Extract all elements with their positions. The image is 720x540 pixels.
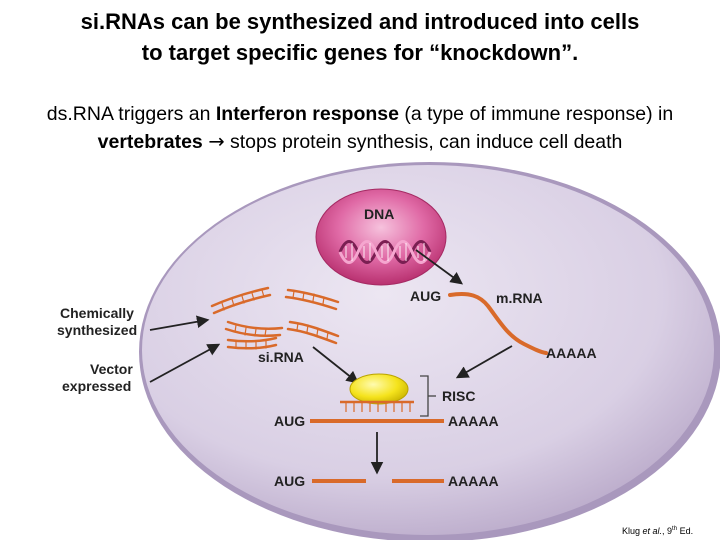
subtitle-text-1: ds.RNA triggers an bbox=[46, 103, 216, 125]
chemically-label: Chemically bbox=[60, 305, 134, 321]
expressed-label: expressed bbox=[62, 378, 132, 394]
citation-etal: et al. bbox=[642, 526, 663, 536]
aug-label-2: AUG bbox=[274, 413, 306, 429]
citation-sep: , 9 bbox=[662, 526, 673, 536]
nucleus bbox=[316, 189, 446, 285]
poly-a-label-2: AAAAA bbox=[448, 413, 499, 429]
citation bbox=[622, 524, 693, 536]
citation-edition: Ed. bbox=[677, 526, 694, 536]
subtitle-text-2: (a type of immune response) in bbox=[399, 103, 674, 125]
sirna-label: si.RNA bbox=[258, 349, 304, 365]
mrna-label: m.RNA bbox=[496, 290, 543, 306]
aug-label-3: AUG bbox=[274, 473, 306, 489]
poly-a-label-1: AAAAA bbox=[546, 345, 597, 361]
title-line-2: to target specific genes for “knockdown”. bbox=[141, 40, 579, 65]
vector-label: Vector bbox=[90, 361, 133, 377]
synthesized-label: synthesized bbox=[57, 322, 138, 338]
risc-protein bbox=[350, 374, 408, 404]
citation-sup: th bbox=[672, 526, 678, 532]
subtitle-interferon: Interferon response bbox=[215, 103, 399, 125]
subtitle-text-3: stops protein synthesis, can induce cell death bbox=[224, 131, 623, 153]
citation-author: Klug bbox=[622, 526, 643, 536]
dna-label: DNA bbox=[364, 206, 395, 222]
title-line-1: si.RNAs can be synthesized and introduced into cells bbox=[80, 9, 640, 34]
risc-label: RISC bbox=[442, 388, 476, 404]
poly-a-label-3: AAAAA bbox=[448, 473, 499, 489]
subtitle-vertebrates: vertebrates bbox=[97, 131, 203, 153]
aug-label-1: AUG bbox=[410, 288, 442, 304]
right-arrow-icon: → bbox=[208, 130, 225, 153]
